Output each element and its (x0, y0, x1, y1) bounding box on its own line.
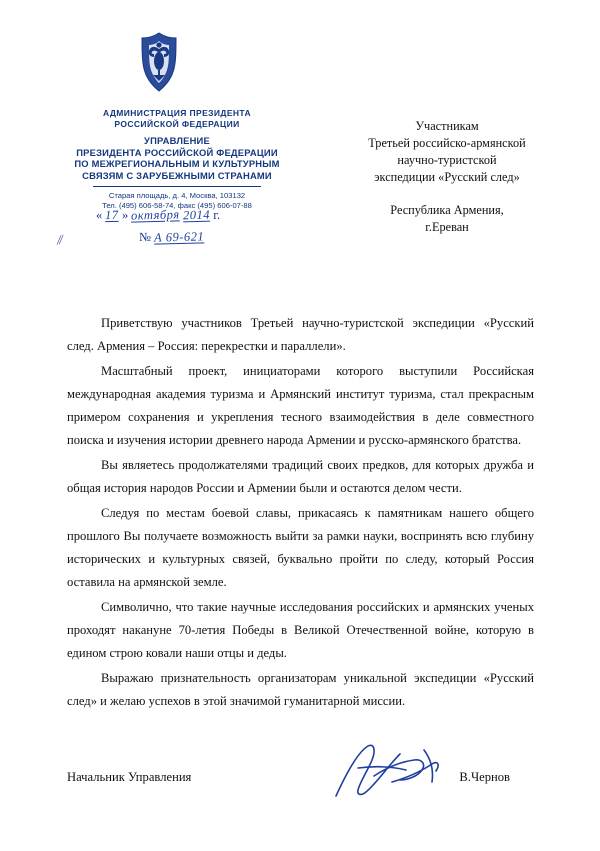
date-quote-close: » (122, 208, 129, 222)
date-year: 2014 (182, 207, 211, 223)
document-number-value: А 69-621 (153, 229, 205, 245)
letterhead-dept-line-3: ПО МЕЖРЕГИОНАЛЬНЫМ И КУЛЬТУРНЫМ (74, 158, 280, 170)
date-quote-open: « (96, 208, 103, 222)
addressee-block (322, 118, 572, 236)
letterhead-org-line-2: РОССИЙСКОЙ ФЕДЕРАЦИИ (114, 118, 240, 129)
letterhead-dept-line-1: УПРАВЛЕНИЕ (144, 135, 210, 146)
date-month: октября (131, 207, 181, 223)
letter-header (0, 0, 600, 285)
letterhead-org-line-1: АДМИНИСТРАЦИЯ ПРЕЗИДЕНТА (102, 108, 252, 118)
addressee-line-5: Республика Армения, (390, 203, 504, 217)
addressee-line-6: г.Ереван (425, 220, 469, 234)
date-line (96, 208, 316, 223)
letterhead-department (52, 135, 302, 181)
letter-body (67, 312, 534, 715)
letterhead-divider (93, 186, 261, 187)
signature-title: Начальник Управления (67, 770, 192, 784)
body-paragraph-2: Масштабный проект, инициаторами которого выступили Российская международная академия туризма и Армянский институт туризма, стал прекрасным примером сохранения и укрепления тесного взаимодействия в деле совместного поиска и изучения истории древнего народа Армении и русско-армянского братства. (67, 364, 534, 447)
handwritten-signature-icon (328, 738, 468, 800)
addressee-line-4: экспедиции «Русский след» (374, 170, 520, 184)
date-day: 17 (105, 207, 120, 223)
body-paragraph-3: Вы являетесь продолжателями традиций своих предков, для которых дружба и общая история народов России и Армении были и остаются делом чести. (67, 458, 534, 495)
document-number-label: № (139, 230, 151, 244)
signature-name: В.Чернов (459, 770, 510, 784)
letterhead (52, 108, 302, 211)
letterhead-organization (52, 108, 302, 129)
addressee-line-2: Третьей российско-армянской (368, 136, 526, 150)
letterhead-dept-line-2: ПРЕЗИДЕНТА РОССИЙСКОЙ ФЕДЕРАЦИИ (76, 146, 278, 158)
russian-coat-of-arms-icon (131, 31, 187, 93)
body-paragraph-1: Приветствую участников Третьей научно-туристской экспедиции «Русский след. Армения – Россия: перекрестки и параллели». (67, 316, 534, 353)
addressee-line-1: Участникам (415, 119, 479, 133)
margin-pen-mark-icon: ⁄⁄ (56, 231, 64, 248)
letterhead-dept-line-4: СВЯЗЯМ С ЗАРУБЕЖНЫМИ СТРАНАМИ (82, 169, 272, 181)
letterhead-address-line-2: Тел. (495) 606-58-74, факс (495) 606-07-88 (102, 201, 252, 211)
body-paragraph-4: Следуя по местам боевой славы, прикасаясь к памятникам нашего общего прошлого Вы получаете возможность выйти за рамки науки, воспринять всю глубину исторических и культурных связей, буквально пройти по следу, который Россия оставила на армянской земле. (67, 506, 534, 589)
addressee-line-3: научно-туристской (397, 153, 497, 167)
letterhead-address-line-1: Старая площадь, д. 4, Москва, 103132 (108, 191, 246, 201)
body-paragraph-5: Символично, что такие научные исследования российских и армянских ученых проходят накануне 70-летия Победы в Великой Отечественной войне, которую в едином строю ковали наши отцы и деды. (67, 600, 534, 660)
document-number-line (139, 230, 204, 245)
body-paragraph-6: Выражаю признательность организаторам уникальной экспедиции «Русский след» и желаю успехов в этой значимой гуманитарной миссии. (67, 671, 534, 708)
date-year-suffix: г. (213, 208, 221, 222)
